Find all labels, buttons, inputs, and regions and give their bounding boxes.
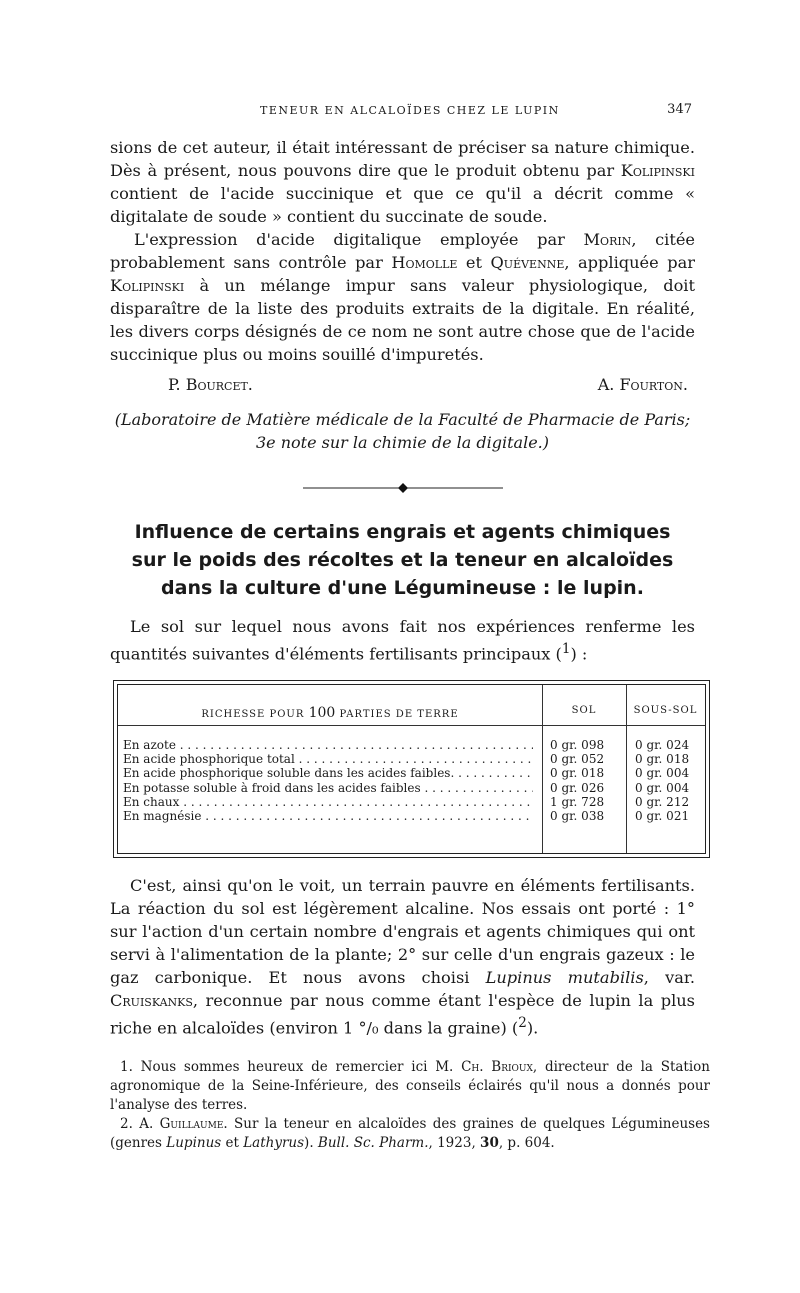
table-body [118,738,705,823]
para2-text-1: L'expression d'acide digitalique employée par [134,230,584,249]
header-divider [118,725,705,726]
title-line-3: dans la culture d'une Légumineuse : le lupin. [161,577,644,599]
laboratory-note [110,408,695,454]
header-richesse-b: PARTIES DE TERRE [335,709,459,720]
row-sol-value: 0 gr. 052 [550,752,605,767]
table-inner-border [117,684,706,854]
lab-note-line-2: 3e note sur la chimie de la digitale.) [255,433,549,452]
fn2-text-b: . Sur la teneur en alcaloïdes des graines de quelques Légumineuses (genres [110,1116,710,1151]
header-sous-sol: SOUS-SOL [633,705,698,716]
author-name-homolle: Homolle [391,253,458,272]
para2-text-4: , appliquée par [564,253,695,272]
fn2-text-c: et [221,1135,244,1151]
conclusion-text-4: ). [526,1018,539,1038]
lab-note-line-1: (Laboratoire de Matière médicale de la Faculté de Pharmacie de Paris; [114,410,691,429]
intro-paragraph [110,615,695,665]
conclusion-text-2: , var. [643,968,695,987]
fn2-genus-2: Lathyrus [243,1135,305,1151]
header-richesse-num: 100 [308,705,336,721]
signature-fourton: A. Fourton. [597,375,688,394]
conclusion-text-3: , reconnue par nous comme étant l'espèce de lupin la plus riche en alcaloïdes (environ 1 °/₀ dans la graine) ( [110,991,695,1038]
row-label: En acide phosphorique soluble dans les acides faibles. . . . [123,766,533,780]
row-label: En azote . . . [123,738,533,752]
article-title [110,518,695,602]
author-name-kolipinski-2: Kolipinski [110,276,185,295]
fn2-name: Guillaume [159,1116,224,1132]
header-sol: SOL [571,705,597,716]
conclusion-paragraph [110,874,695,1039]
table-row [118,766,705,780]
row-sous-sol-value: 0 gr. 024 [635,738,690,752]
fn2-volume: 30 [480,1135,499,1151]
table-row [118,738,705,752]
fn2-text-a: 2. A. [120,1116,160,1132]
soil-composition-table [113,680,710,858]
row-sous-sol-value: 0 gr. 021 [635,808,690,823]
row-sous-sol-value: 0 gr. 004 [635,780,690,795]
table-row [118,809,705,823]
para2-text-3: et [457,253,491,272]
intro-text: Le sol sur lequel nous avons fait nos expériences renferme les quantités suivantes d'éléments fertilisants principaux ( [110,617,695,664]
conclusion-text-1: C'est, ainsi qu'on le voit, un terrain pauvre en éléments fertilisants. La réaction du sol est légèrement alcaline. Nos essais ont porté : 1° sur l'action d'un certain nombre d'engrais et agents chimiques qui ont servi à l'alimentation de la plante; 2° sur celle d'un engrais gazeux : le gaz carbonique. Et nous avons choisi [110,876,695,987]
author-name-kolipinski: Kolipinski [620,161,695,180]
fn2-text-f: , p. 604. [498,1135,555,1151]
author-name-morin: Morin [583,230,632,249]
row-sous-sol-value: 0 gr. 212 [635,794,690,809]
fn2-journal: Bull. Sc. Pharm. [317,1135,429,1151]
row-sol-value: 0 gr. 018 [550,766,605,781]
row-label: En magnésie . . . [123,809,533,823]
footnote-ref-1: 1 [561,641,571,657]
title-line-1: Influence de certains engrais et agents chimiques [134,521,671,543]
fn2-text-d: ). [304,1135,318,1151]
row-sol-value: 1 gr. 728 [550,794,605,809]
variety-name: Cruiskanks [110,991,193,1010]
row-label: En acide phosphorique total . . . [123,752,533,766]
fn1-text-a: 1. Nous sommes heureux de remercier ici M. [120,1059,462,1075]
footnote-ref-2: 2 [518,1015,527,1031]
section-separator [303,482,503,494]
intro-text-end: ) : [570,644,588,664]
author-signatures [168,375,688,397]
running-header [110,100,692,120]
running-title: TENEUR EN ALCALOÏDES CHEZ LE LUPIN [260,104,560,117]
row-sol-value: 0 gr. 038 [550,808,605,823]
page-number: 347 [667,102,692,117]
para2-text-5: à un mélange impur sans valeur physiologique, doit disparaître de la liste des produits extraits de la digitale. En réalité, les divers corps désignés de ce nom ne sont autre chose que de l'acide succinique plus ou moins souillé d'impuretés. [110,276,695,364]
header-richesse-a: RICHESSE POUR [201,709,309,720]
signature-bourcet: P. Bourcet. [168,375,253,394]
row-label: En potasse soluble à froid dans les acides faibles . . . [123,781,533,795]
footnotes [110,1058,710,1153]
fn2-genus-1: Lupinus [166,1135,222,1151]
table-row [118,795,705,809]
row-sous-sol-value: 0 gr. 018 [635,752,690,767]
table-row [118,781,705,795]
author-name-quevenne: Quévenne [490,253,565,272]
para1-text-end: contient de l'acide succinique et que ce qu'il a décrit comme « digitalate de soude » contient du succinate de soude. [110,184,695,226]
para2-text-2: , citée probablement sans contrôle par [110,230,696,272]
para1-text: sions de cet auteur, il était intéressant de préciser sa nature chimique. Dès à présent, nous pouvons dire que le produit obtenu par [110,138,695,180]
table-row [118,752,705,766]
row-sol-value: 0 gr. 026 [550,780,605,795]
fn2-text-e: , 1923, [428,1135,481,1151]
paragraph-continuation [110,136,695,228]
paragraph-acide-digitalique [110,228,695,366]
header-richesse [118,705,542,721]
row-sol-value: 0 gr. 098 [550,738,605,752]
row-label: En chaux . . . [123,795,533,809]
footnote-2 [110,1115,710,1153]
species-name: Lupinus mutabilis [485,968,644,987]
fn1-name: Ch. Brioux [461,1059,533,1075]
footnote-1 [110,1058,710,1115]
fn1-text-b: , directeur de la Station agronomique de la Seine-Inférieure, des conseils éclairés qu'il nous a donnés pour l'analyse des terres. [110,1059,710,1113]
row-sous-sol-value: 0 gr. 004 [635,766,690,781]
title-line-2: sur le poids des récoltes et la teneur en alcaloïdes [131,549,674,571]
